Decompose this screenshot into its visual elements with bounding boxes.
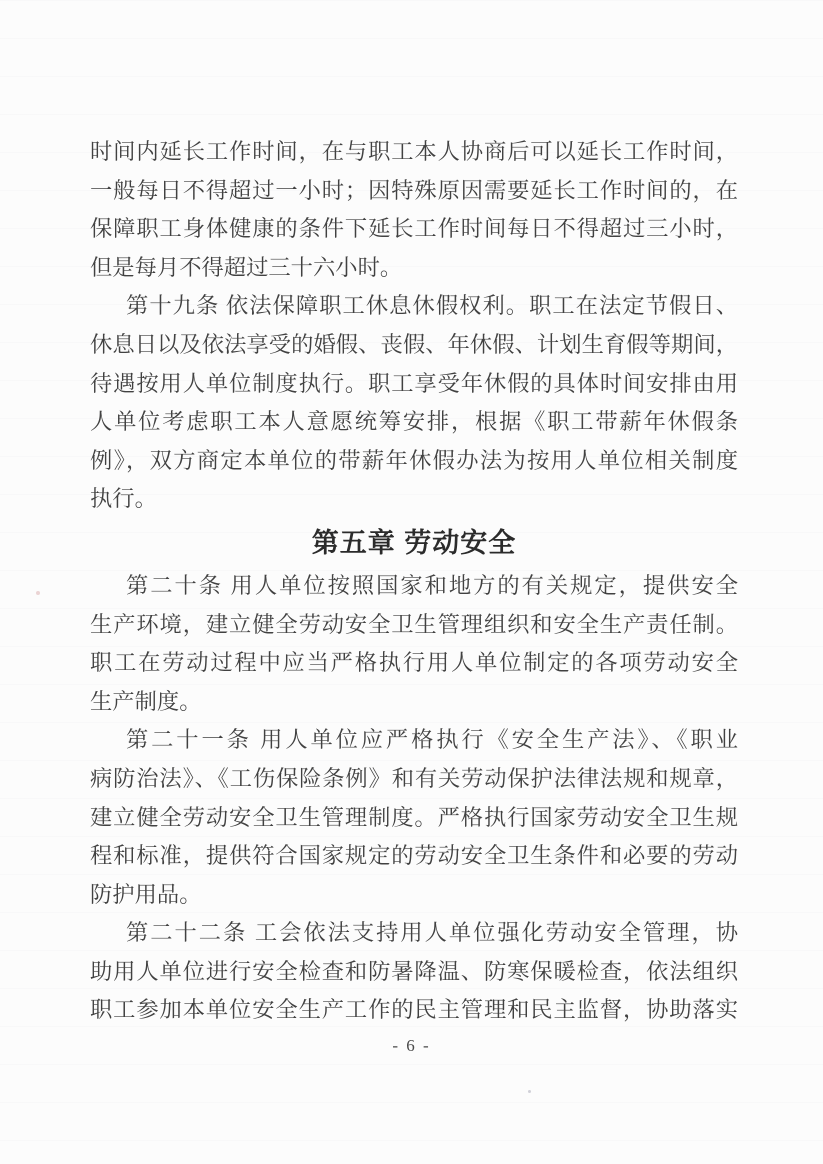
para-article-19 xyxy=(90,287,738,519)
chapter-heading: 第五章 劳动安全 xyxy=(311,527,517,558)
text-line: 休息日以及依法享受的婚假、丧假、年休假、计划生育假等期间， xyxy=(90,331,738,357)
document-body xyxy=(90,133,738,1030)
text-line: 防护用品。 xyxy=(90,881,202,907)
text-line: 例》，双方商定本单位的带薪年休假办法为按用人单位相关制度 xyxy=(90,447,738,473)
text-line: 但是每月不得超过三十六小时。 xyxy=(90,254,403,280)
text-line: 生产制度。 xyxy=(90,688,202,714)
text-line: 病防治法》、《工伤保险条例》和有关劳动保护法律法规和规章， xyxy=(90,765,738,791)
text-line: 人单位考虑职工本人意愿统筹安排，根据《职工带薪年休假条 xyxy=(90,409,738,435)
text-line: 执行。 xyxy=(90,486,157,512)
text-line: 职工参加本单位安全生产工作的民主管理和民主监督，协助落实 xyxy=(90,997,738,1023)
text-line: 一般每日不得超过一小时；因特殊原因需要延长工作时间的，在 xyxy=(90,177,738,203)
text-line: 第十九条 依法保障职工休息休假权利。职工在法定节假日、 xyxy=(126,293,738,319)
para-article-20 xyxy=(90,567,738,721)
text-line: 保障职工身体健康的条件下延长工作时间每日不得超过三小时， xyxy=(90,216,738,242)
para-article-21 xyxy=(90,721,738,914)
text-line: 时间内延长工作时间，在与职工本人协商后可以延长工作时间， xyxy=(90,139,738,164)
text-line: 第二十条 用人单位按照国家和地方的有关规定，提供安全 xyxy=(126,572,738,598)
text-line: 建立健全劳动安全卫生管理制度。严格执行国家劳动安全卫生规 xyxy=(90,804,738,830)
page-number: - 6 - xyxy=(392,1036,431,1055)
para-overtime-limit xyxy=(90,133,738,287)
para-article-22 xyxy=(90,914,738,1030)
text-line: 第二十二条 工会依法支持用人单位强化劳动安全管理，协 xyxy=(126,920,738,946)
scan-speck xyxy=(36,591,40,595)
text-line: 职工在劳动过程中应当严格执行用人单位制定的各项劳动安全 xyxy=(90,650,738,676)
text-line: 程和标准，提供符合国家规定的劳动安全卫生条件和必要的劳动 xyxy=(90,843,738,869)
scan-speck xyxy=(528,1090,531,1093)
text-line: 助用人单位进行安全检查和防暑降温、防寒保暖检查，依法组织 xyxy=(90,958,738,984)
text-line: 第二十一条 用人单位应严格执行《安全生产法》、《职业 xyxy=(126,727,738,753)
text-line: 生产环境，建立健全劳动安全卫生管理组织和安全生产责任制。 xyxy=(90,611,738,637)
text-line: 待遇按用人单位制度执行。职工享受年休假的具体时间安排由用 xyxy=(90,370,738,396)
